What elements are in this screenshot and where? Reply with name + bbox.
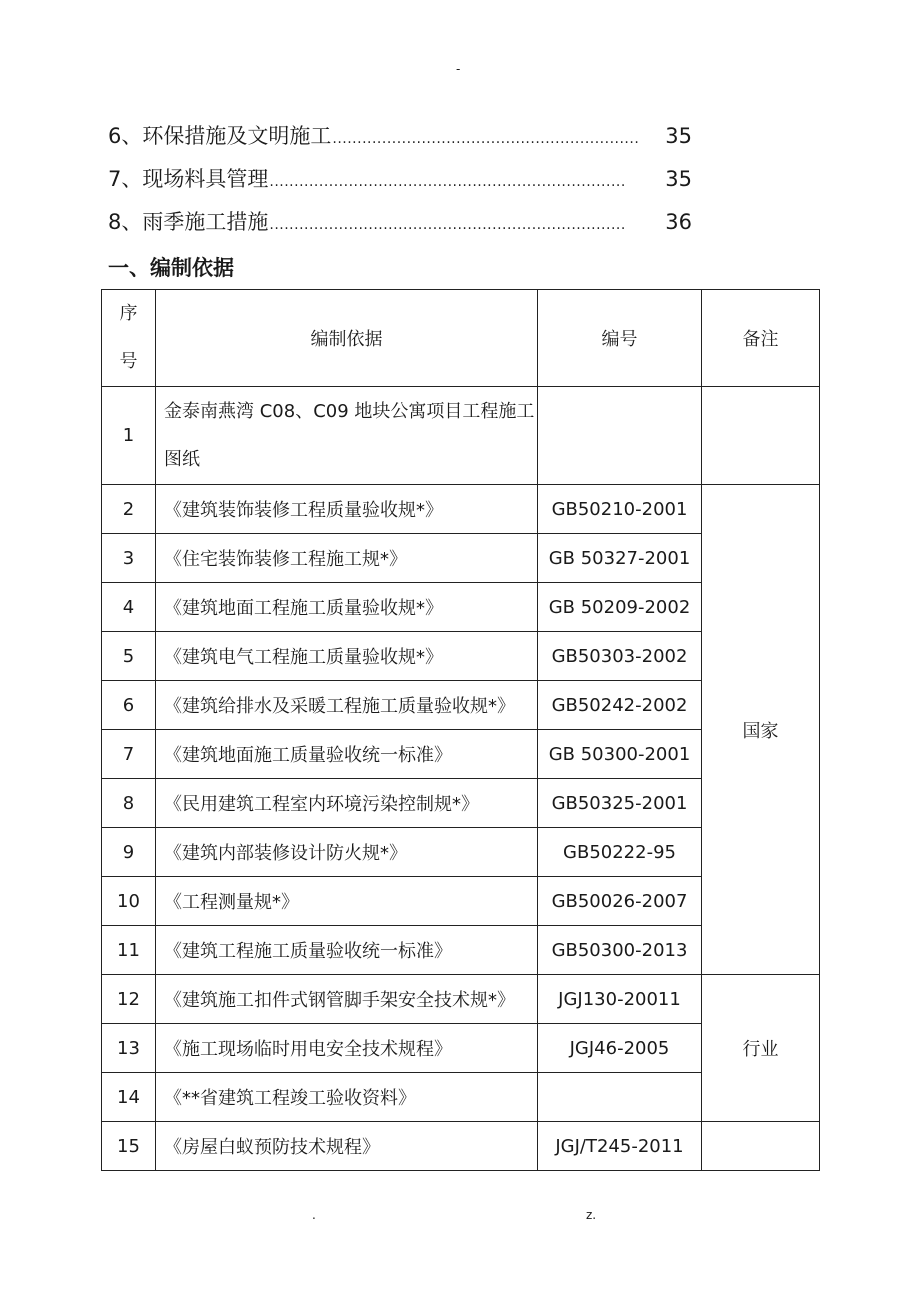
header-code: 编号 [538,290,702,387]
row-basis: 《房屋白蚁预防技术规程》 [156,1122,538,1171]
table-row [102,387,820,485]
row-number: 15 [102,1122,156,1171]
header-basis: 编制依据 [156,290,538,387]
row-code: GB 50300-2001 [538,730,702,779]
row-number: 11 [102,926,156,975]
row-code: JGJ46-2005 [538,1024,702,1073]
row-basis: 《建筑工程施工质量验收统一标准》 [156,926,538,975]
toc-number: 6 [108,124,122,148]
row-code [538,1073,702,1122]
row-basis: 《施工现场临时用电安全技术规程》 [156,1024,538,1073]
row-basis: 《建筑地面施工质量验收统一标准》 [156,730,538,779]
toc-separator: 、 [121,124,143,148]
toc-title: 雨季施工措施 [142,210,269,234]
row-number: 4 [102,583,156,632]
toc-leader: ........................................................................ [269,217,626,233]
basis-table [101,289,820,1171]
row-number: 10 [102,877,156,926]
row-basis: 《**省建筑工程竣工验收资料》 [156,1073,538,1122]
toc-separator: 、 [121,167,143,191]
toc-page-number: 35 [665,167,692,191]
table-row [102,1122,820,1171]
table-row [102,485,820,534]
row-code: JGJ130-20011 [538,975,702,1024]
row-number: 3 [102,534,156,583]
row-basis: 《工程测量规*》 [156,877,538,926]
header-note: 备注 [702,290,820,387]
row-code: JGJ/T245-2011 [538,1122,702,1171]
row-code: GB50026-2007 [538,877,702,926]
row-number: 8 [102,779,156,828]
row-basis: 《建筑电气工程施工质量验收规*》 [156,632,538,681]
table-of-contents [108,120,692,249]
row-code: GB50303-2002 [538,632,702,681]
toc-leader: .............................................................. [332,131,640,147]
toc-title: 环保措施及文明施工 [142,124,332,148]
toc-title: 现场料具管理 [142,167,269,191]
row-number: 13 [102,1024,156,1073]
toc-separator: 、 [121,210,143,234]
row-basis: 《建筑地面工程施工质量验收规*》 [156,583,538,632]
row-code: GB 50327-2001 [538,534,702,583]
row-basis: 《建筑施工扣件式钢管脚手架安全技术规*》 [156,975,538,1024]
footer-left-mark: . [312,1208,316,1222]
header-serial-line2: 号 [119,351,138,372]
table-header-row [102,290,820,387]
row-code: GB50325-2001 [538,779,702,828]
row-code: GB50300-2013 [538,926,702,975]
toc-entry[interactable] [108,120,692,163]
toc-entry[interactable] [108,163,692,206]
row-basis: 《民用建筑工程室内环境污染控制规*》 [156,779,538,828]
row-code [538,387,702,485]
toc-page-number: 35 [665,124,692,148]
note-industry: 行业 [702,975,820,1122]
table-row [102,975,820,1024]
row-code: GB50242-2002 [538,681,702,730]
toc-number: 7 [108,167,122,191]
section-heading: 一、编制依据 [108,256,234,280]
row-note [702,1122,820,1171]
row-number: 9 [102,828,156,877]
row-basis: 《建筑给排水及采暖工程施工质量验收规*》 [156,681,538,730]
row-number: 1 [102,387,156,485]
toc-number: 8 [108,210,122,234]
row-number: 6 [102,681,156,730]
row-number: 12 [102,975,156,1024]
row-code: GB50210-2001 [538,485,702,534]
row-basis: 金泰南燕湾 C08、C09 地块公寓项目工程施工图纸 [156,387,538,485]
footer-right-mark: z. [586,1208,597,1222]
row-number: 5 [102,632,156,681]
toc-leader: ........................................................................ [269,174,626,190]
row-number: 2 [102,485,156,534]
row-code: GB 50209-2002 [538,583,702,632]
header-mark: - [456,62,461,76]
row-basis: 《建筑装饰装修工程质量验收规*》 [156,485,538,534]
header-serial-line1: 序 [119,303,138,324]
row-basis: 《建筑内部装修设计防火规*》 [156,828,538,877]
row-number: 7 [102,730,156,779]
row-basis: 《住宅装饰装修工程施工规*》 [156,534,538,583]
row-number: 14 [102,1073,156,1122]
row-code: GB50222-95 [538,828,702,877]
header-serial [102,290,156,387]
row-note [702,387,820,485]
toc-entry[interactable] [108,206,692,249]
toc-page-number: 36 [665,210,692,234]
note-national: 国家 [702,485,820,975]
